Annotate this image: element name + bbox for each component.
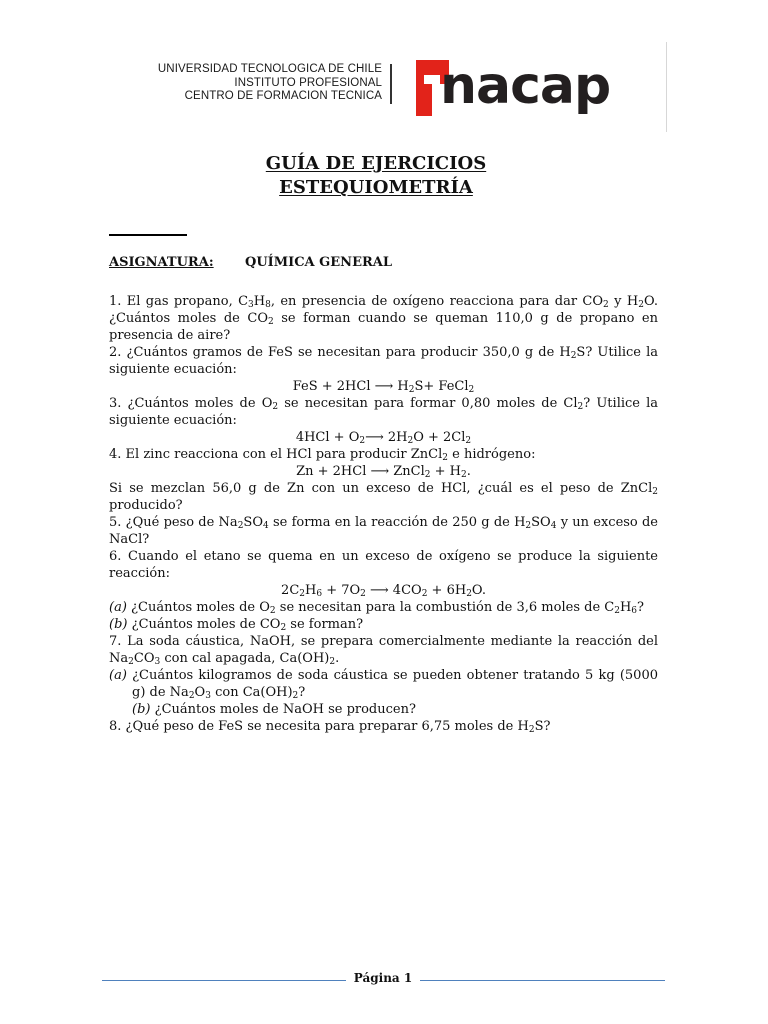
question-6-equation: $2C_2H_6 + 7O_2$ ⟶ $4CO_2 + 6H_2O$. [281, 583, 486, 599]
university-line-3: CENTRO DE FORMACION TECNICA [184, 90, 382, 102]
question-3-equation: $4HCl + O_2⟶$ $2H_2O + 2Cl_2$ [295, 430, 472, 446]
part-a-label: (a) [109, 668, 127, 683]
subscript: 2 [442, 453, 448, 463]
question-7-part-b [132, 701, 658, 718]
subject-value: QUÍMICA GENERAL [245, 255, 393, 270]
subscript: 2 [614, 606, 620, 616]
question-4: 4. El zinc reacciona con el HCl para producir ZnCl$_2$ e hidrógeno: [109, 447, 536, 463]
subscript: 2 [421, 589, 428, 599]
part-b-label: (b) [132, 702, 151, 717]
subscript: 3 [154, 657, 161, 667]
subscript: 2 [638, 300, 644, 310]
section-rule [109, 234, 187, 236]
page-header [0, 0, 768, 140]
subscript: 2 [299, 589, 305, 599]
subscript: 2 [188, 691, 195, 701]
question-1: 1. El gas propano, $C_3H_8$, en presencia de oxígeno reacciona para dar $CO_2$ y $H_2O$. ¿Cuántos moles de $CO_2$ se forman cuando se queman 110,0 g de propano en presencia de aire? [109, 294, 659, 343]
subscript: 2 [272, 402, 279, 412]
subscript: 2 [268, 317, 274, 327]
subscript: 2 [360, 589, 366, 599]
subscript: 2 [359, 436, 366, 446]
subscript: 2 [329, 657, 336, 667]
logo-wordmark: nacap [440, 56, 611, 116]
exercise-content [109, 254, 658, 735]
question-7: 7. La soda cáustica, NaOH, se prepara comercialmente mediante la reacción del $Na_2CO_3$ con cal apagada, $Ca(OH)_2$. [109, 634, 658, 667]
subscript: 2 [408, 385, 415, 395]
question-6-part-b [109, 616, 658, 633]
question-8: 8. ¿Qué peso de FeS se necesita para preparar 6,75 moles de $H_2S$? [109, 719, 551, 735]
subscript: 3 [248, 300, 254, 310]
university-line-2: INSTITUTO PROFESIONAL [234, 76, 382, 89]
subscript: 3 [205, 691, 211, 701]
subscript: 2 [603, 300, 609, 310]
subscript: 2 [407, 436, 414, 446]
subscript: 2 [424, 470, 431, 480]
document-title [0, 152, 752, 200]
question-4-equation: Zn + 2HCl ⟶ ZnCl$_2$ + $H_2$. [296, 464, 471, 480]
part-a-text: ¿Cuántos kilogramos de soda cáustica se pueden obtener tratando 5 kg (5000 g) de $Na_2O_3$ con $Ca(OH)_2$? [126, 668, 658, 701]
footer-rule-right [420, 980, 665, 981]
subscript: 2 [528, 725, 535, 735]
header-divider [390, 64, 392, 104]
subscript: 2 [466, 589, 472, 599]
subject-line [109, 254, 658, 271]
subscript: 4 [550, 521, 557, 531]
subject-label: ASIGNATURA: [109, 255, 214, 270]
question-6: 6. Cuando el etano se quema en un exceso de oxígeno se produce la siguiente reacción: [109, 549, 658, 581]
subscript: 4 [263, 521, 269, 531]
question-2-equation: FeS + 2HCl ⟶ $H_2S+$ FeCl$_2$ [292, 379, 475, 395]
university-line-1: UNIVERSIDAD TECNOLOGICA DE CHILE [157, 63, 382, 75]
subscript: 2 [280, 623, 287, 633]
margin-rule [666, 42, 667, 132]
question-2: 2. ¿Cuántos gramos de FeS se necesitan para producir 350,0 g de $H_2S$? Utilice la siguiente ecuación: [109, 345, 658, 377]
part-b-text: ¿Cuántos moles de NaOH se producen? [150, 702, 416, 717]
question-6-part-a [109, 599, 658, 616]
subscript: 2 [525, 521, 532, 531]
question-4-part-b: Si se mezclan 56,0 g de Zn con un exceso de HCl, ¿cuál es el peso de ZnCl$_2$ producido? [109, 481, 658, 513]
part-a-text: ¿Cuántos moles de $O_2$ se necesitan para la combustión de 3,6 moles de $C_2H_6$? [126, 600, 645, 616]
question-7-part-a [109, 667, 658, 701]
subscript: 8 [265, 300, 271, 310]
subscript: 6 [316, 589, 323, 599]
title-line-2: ESTEQUIOMETRÍA [279, 177, 473, 198]
subscript: 2 [461, 470, 467, 480]
subscript: 2 [468, 385, 475, 395]
subscript: 2 [465, 436, 472, 446]
subscript: 2 [570, 351, 577, 361]
part-b-text: ¿Cuántos moles de $CO_2$ se forman? [127, 617, 364, 633]
inacap-logo [416, 56, 636, 116]
question-3: 3. ¿Cuántos moles de $O_2$ se necesitan para formar 0,80 moles de $Cl_2$? Utilice la siguiente ecuación: [109, 396, 659, 428]
title-line-1: GUÍA DE EJERCICIOS [265, 153, 487, 174]
subscript: 2 [577, 402, 584, 412]
part-b-label: (b) [109, 617, 128, 632]
university-name [138, 63, 382, 104]
subscript: 2 [652, 487, 658, 497]
page-footer [102, 970, 665, 990]
subscript: 2 [128, 657, 134, 667]
subscript: 6 [631, 606, 638, 616]
subscript: 2 [237, 521, 244, 531]
page-number: Página 1 [353, 971, 413, 985]
subscript: 2 [292, 691, 299, 701]
question-5: 5. ¿Qué peso de $Na_2SO_4$ se forma en la reacción de 250 g de $H_2SO_4$ y un exceso de NaCl? [109, 515, 659, 547]
subscript: 2 [269, 606, 276, 616]
part-a-label: (a) [109, 600, 127, 615]
footer-rule-left [102, 980, 346, 981]
